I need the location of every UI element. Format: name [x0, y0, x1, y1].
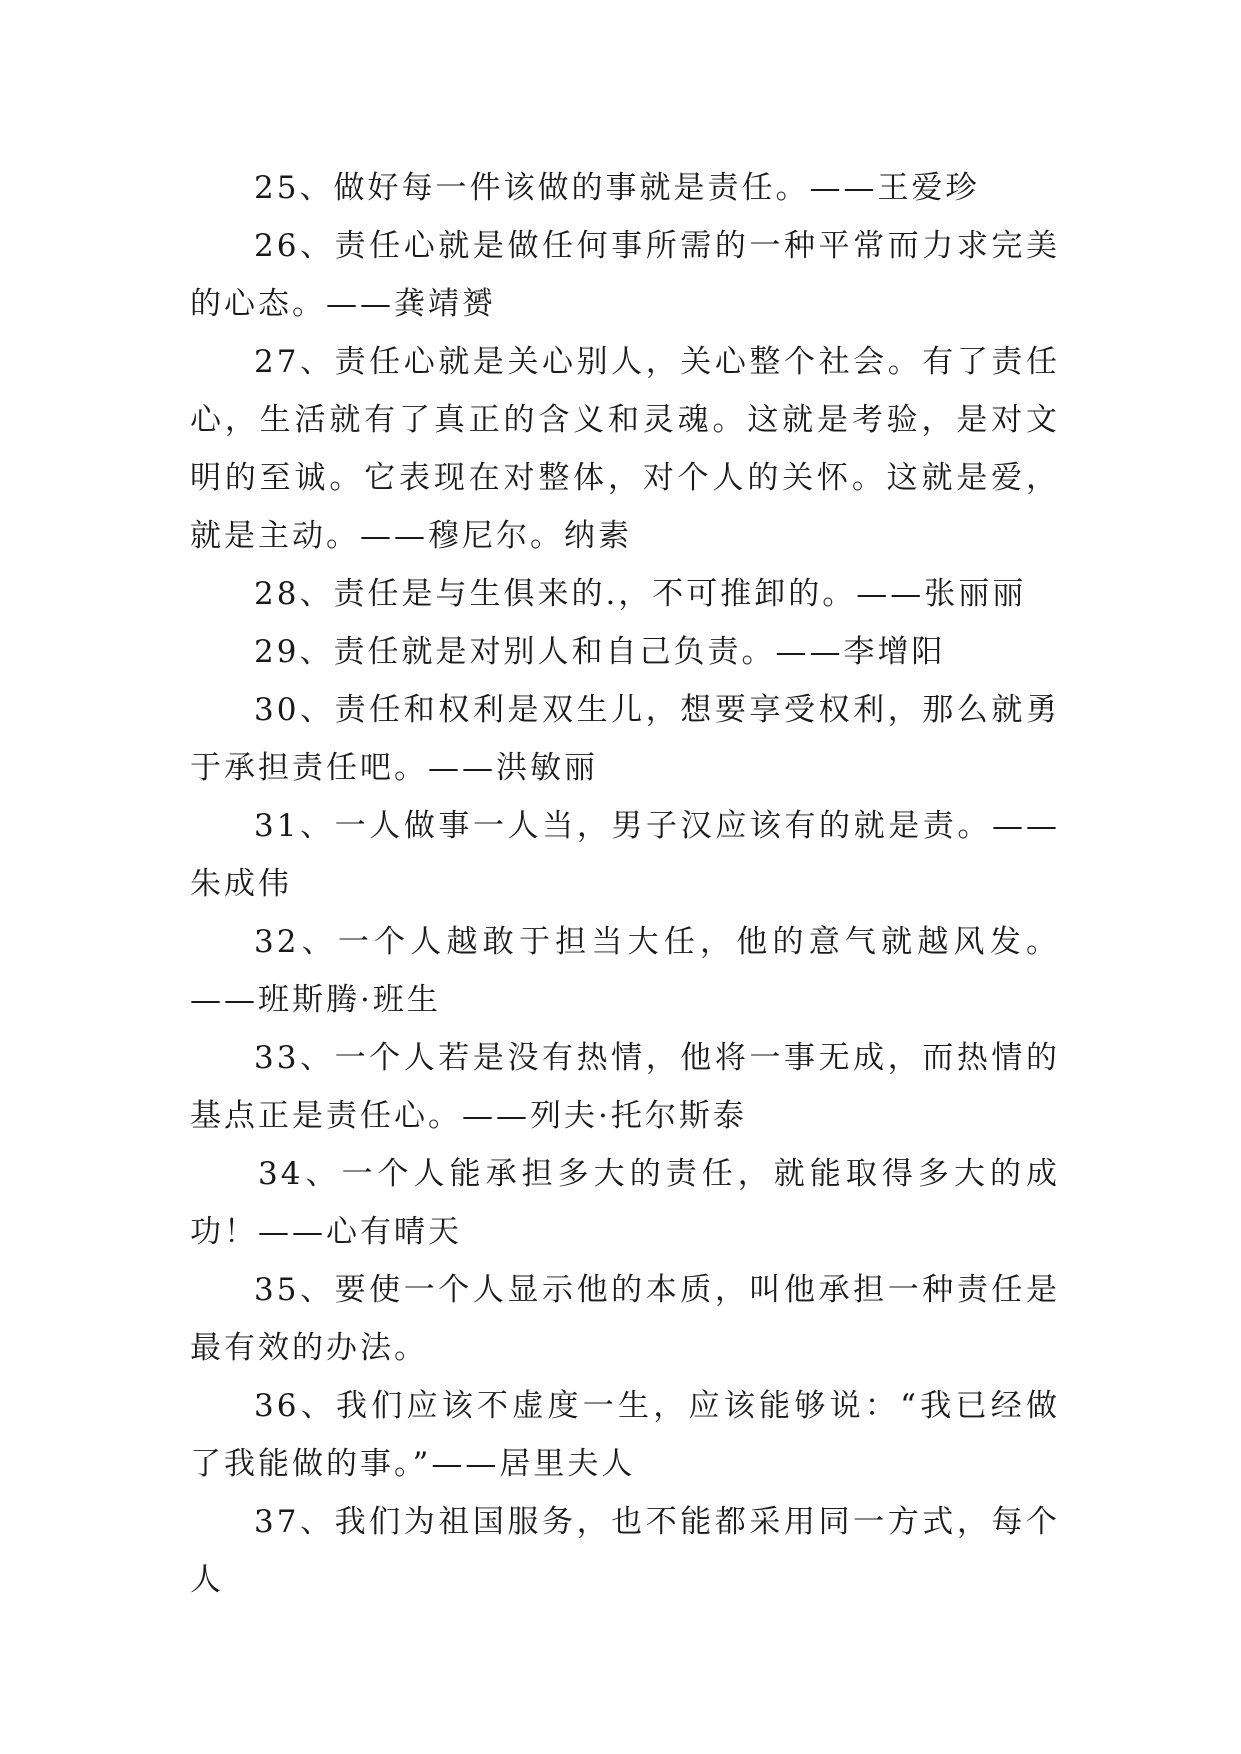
quote-31: 31、一人做事一人当，男子汉应该有的就是责。——朱成伟 [190, 808, 1060, 902]
quote-26: 26、责任心就是做任何事所需的一种平常而力求完美的心态。——龚靖赟 [190, 228, 1060, 322]
quote-35: 35、要使一个人显示他的本质，叫他承担一种责任是最有效的办法。 [190, 1272, 1060, 1366]
quote-27: 27、责任心就是关心别人，关心整个社会。有了责任心，生活就有了真正的含义和灵魂。这就是考验，是对文明的至诚。它表现在对整体，对个人的关怀。这就是爱，就是主动。——穆尼尔。纳素 [190, 344, 1060, 554]
quote-29: 29、责任就是对别人和自己负责。——李增阳 [254, 634, 946, 670]
quote-28: 28、责任是与生俱来的.，不可推卸的。——张丽丽 [254, 576, 1027, 612]
quote-25: 25、做好每一件该做的事就是责任。——王爱珍 [254, 170, 980, 206]
quote-32: 32、一个人越敢于担当大任，他的意气就越风发。——班斯腾·班生 [190, 924, 1060, 1018]
quote-30: 30、责任和权利是双生儿，想要享受权利，那么就勇于承担责任吧。——洪敏丽 [190, 692, 1060, 786]
quote-list [190, 159, 1060, 1609]
quote-34: 34、一个人能承担多大的责任，就能取得多大的成功！——心有晴天 [190, 1156, 1060, 1250]
quote-37: 37、我们为祖国服务，也不能都采用同一方式，每个人 [190, 1504, 1060, 1598]
quote-36: 36、我们应该不虚度一生，应该能够说：“我已经做了我能做的事。”——居里夫人 [190, 1388, 1060, 1482]
quote-33: 33、一个人若是没有热情，他将一事无成，而热情的基点正是责任心。——列夫·托尔斯泰 [190, 1040, 1060, 1134]
